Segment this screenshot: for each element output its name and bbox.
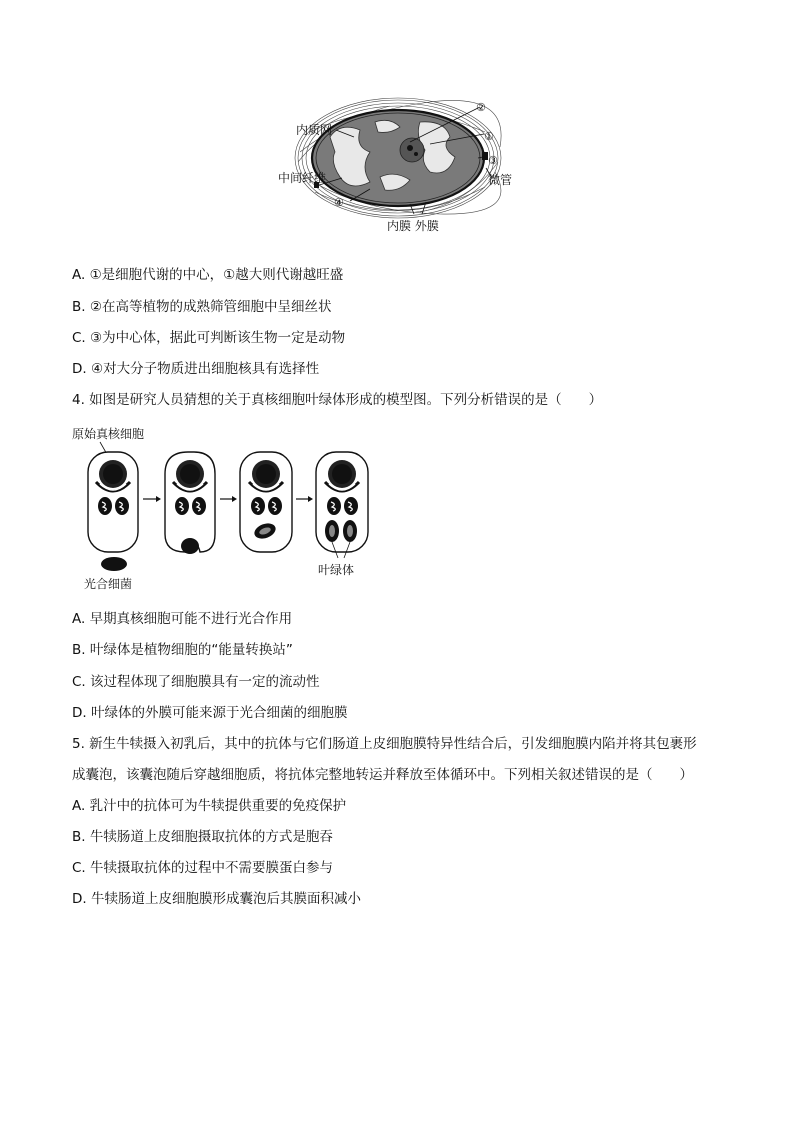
chloroplast-label: 叶绿体: [318, 563, 355, 577]
filament-label: 中间纤维: [278, 171, 327, 185]
marker-3: ③: [488, 154, 498, 167]
q5-option-c: C. 牛犊摄取抗体的过程中不需要膜蛋白参与: [72, 860, 334, 876]
marker-2: ②: [476, 101, 486, 114]
q3-option-c: C. ③为中心体，据此可判断该生物一定是动物: [72, 330, 346, 346]
bacteria-label: 光合细菌: [84, 577, 133, 591]
q4-option-d: D. 叶绿体的外膜可能来源于光合细菌的细胞膜: [72, 705, 348, 721]
q3-option-b: B. ②在高等植物的成熟筛管细胞中呈细丝状: [72, 299, 332, 315]
q5-stem-line2: 成囊泡，该囊泡随后穿越细胞质，将抗体完整地转运并释放至体循环中。下列相关叙述错误的是（ ）: [72, 767, 693, 783]
q4-stem: 4. 如图是研究人员猜想的关于真核细胞叶绿体形成的模型图。下列分析错误的是（ ）: [72, 392, 603, 408]
primitive-cell-label: 原始真核细胞: [72, 427, 145, 441]
membrane-label: 内膜 外膜: [387, 219, 439, 233]
q4-option-a: A. 早期真核细胞可能不进行光合作用: [72, 611, 293, 627]
q3-option-d: D. ④对大分子物质进出细胞核具有选择性: [72, 361, 320, 377]
q5-option-d: D. 牛犊肠道上皮细胞膜形成囊泡后其膜面积减小: [72, 891, 361, 907]
microtubule-label: 微管: [488, 173, 513, 187]
q3-option-a: A. ①是细胞代谢的中心，①越大则代谢越旺盛: [72, 267, 344, 283]
marker-4: ④: [334, 196, 344, 209]
q5-option-b: B. 牛犊肠道上皮细胞摄取抗体的方式是胞吞: [72, 829, 333, 845]
q5-stem-line1: 5. 新生牛犊摄入初乳后，其中的抗体与它们肠道上皮细胞膜特异性结合后，引发细胞膜内陷并将其包裹形: [72, 736, 697, 752]
q5-option-a: A. 乳汁中的抗体可为牛犊提供重要的免疫保护: [72, 798, 347, 814]
q4-option-c: C. 该过程体现了细胞膜具有一定的流动性: [72, 674, 320, 690]
q4-option-b: B. 叶绿体是植物细胞的“能量转换站”: [72, 642, 293, 658]
endosymbiosis-diagram: [70, 424, 380, 594]
marker-1: ①: [484, 130, 494, 143]
nucleus-diagram: [270, 92, 530, 238]
er-label: 内质网: [296, 123, 333, 137]
